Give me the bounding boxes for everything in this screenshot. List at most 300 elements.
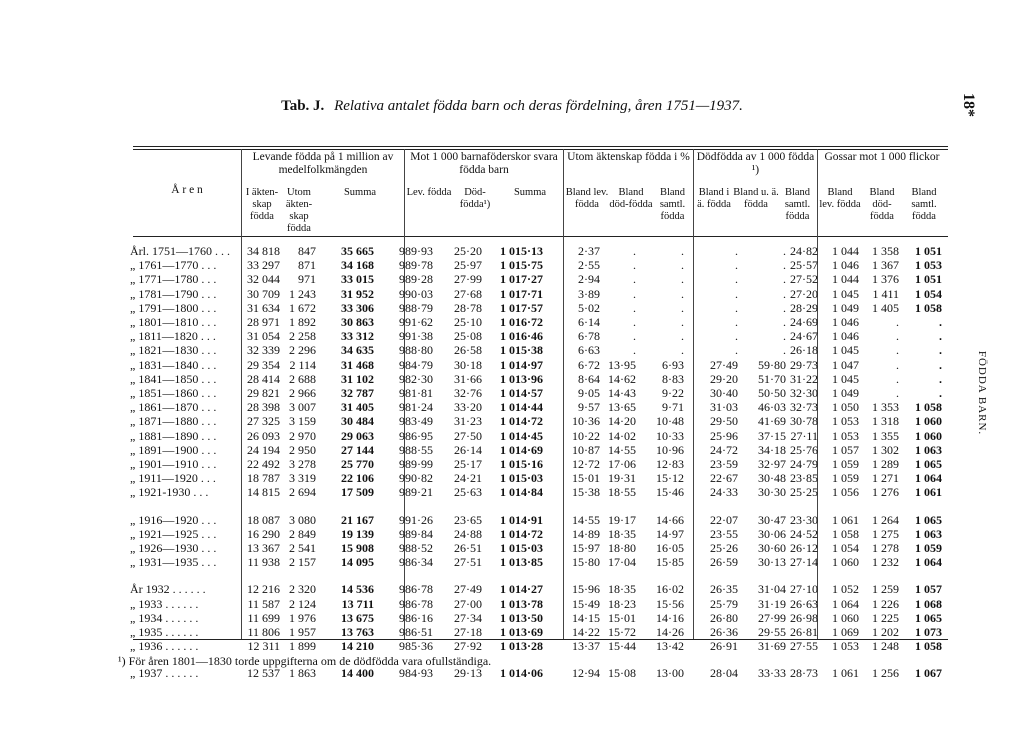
row-cell: 27·52 xyxy=(790,272,818,287)
row-cell: 12 216 xyxy=(247,582,280,597)
row-cell: 33 306 xyxy=(341,300,374,315)
row-cell: . xyxy=(735,343,738,358)
row-cell: . xyxy=(783,286,786,301)
row-cell: 986·78 xyxy=(399,582,433,597)
row-period: „ 1781—1790 . . . xyxy=(130,286,217,301)
row-cell: 9·57 xyxy=(578,400,600,415)
row-cell: 31·23 xyxy=(454,414,482,429)
row-cell: 5·02 xyxy=(578,300,600,315)
row-cell: 31 634 xyxy=(247,300,280,315)
row-cell: 31·66 xyxy=(454,371,482,386)
row-cell: 11 699 xyxy=(247,610,280,625)
row-cell: 10·96 xyxy=(656,442,684,457)
group-header-5: Gossar mot 1 000 flickor xyxy=(824,151,940,163)
footnote: ¹) För åren 1801—1830 torde uppgifterna om de dödfödda vara ofullständiga. xyxy=(118,654,492,668)
row-cell: 27·68 xyxy=(454,286,482,301)
row-cell: 985·36 xyxy=(399,639,433,654)
row-period: „ 1931—1935 . . . xyxy=(130,555,217,570)
row-cell: 1 060 xyxy=(915,414,942,429)
row-cell: . xyxy=(735,315,738,329)
subheader-g4-1: Bland i ä. födda xyxy=(697,187,731,210)
row-cell: 1 863 xyxy=(289,666,316,681)
row-cell: 46·03 xyxy=(758,400,786,415)
row-cell: 2 694 xyxy=(289,485,316,500)
row-cell: 14·55 xyxy=(608,442,636,457)
row-cell: 11 938 xyxy=(247,555,280,570)
row-cell: . xyxy=(633,272,636,287)
subheader-g4-3: Bland samtl. födda xyxy=(784,187,811,222)
row-cell: 1 073 xyxy=(915,625,942,639)
row-cell: 988·80 xyxy=(399,343,433,358)
row-cell: 25·97 xyxy=(454,258,482,273)
row-cell: 33 015 xyxy=(341,272,374,287)
row-cell: 28·29 xyxy=(790,300,818,315)
row-period: „ 1831—1840 . . . xyxy=(130,357,217,372)
subheader-g2-2: Död-födda¹) xyxy=(459,187,491,210)
row-cell: . xyxy=(681,343,684,358)
row-cell: . xyxy=(783,343,786,358)
table-rule-top xyxy=(133,146,948,147)
row-period: „ 1761—1770 . . . xyxy=(130,258,217,273)
row-cell: 3 159 xyxy=(289,414,316,429)
subheader-g4-2: Bland u. ä. födda xyxy=(733,187,779,210)
row-cell: 32 044 xyxy=(247,272,280,287)
row-cell: 1 013·28 xyxy=(499,639,543,654)
row-period: „ 1937 . . . . . . xyxy=(130,666,199,681)
row-cell: 1 232 xyxy=(872,555,899,570)
row-cell: 35 665 xyxy=(341,244,374,258)
row-cell: 31 054 xyxy=(247,329,280,344)
row-cell: . xyxy=(896,371,899,386)
row-cell: 13·95 xyxy=(608,357,636,372)
row-cell: 1 367 xyxy=(872,258,899,273)
row-cell: 3·89 xyxy=(578,286,600,301)
row-cell: 33·33 xyxy=(758,666,786,681)
row-cell: 1 014·91 xyxy=(499,512,543,527)
row-cell: 27·00 xyxy=(454,596,482,611)
row-cell: . xyxy=(939,343,942,358)
table-rule-header xyxy=(133,236,948,237)
row-cell: 1 376 xyxy=(872,272,899,287)
row-cell: 25·76 xyxy=(790,442,818,457)
row-cell: 26·18 xyxy=(790,343,818,358)
row-cell: 1 013·50 xyxy=(499,610,543,625)
row-cell: . xyxy=(633,258,636,273)
row-cell: . xyxy=(681,244,684,258)
row-cell: 1 067 xyxy=(915,666,942,681)
row-cell: 26 093 xyxy=(247,428,280,443)
row-cell: 1 058 xyxy=(915,400,942,415)
row-cell: . xyxy=(735,329,738,344)
row-cell: 1 264 xyxy=(872,512,899,527)
row-cell: 28·04 xyxy=(710,666,738,681)
row-cell: 1 063 xyxy=(915,442,942,457)
row-cell: 30·40 xyxy=(710,386,738,400)
row-cell: 30·13 xyxy=(758,555,786,570)
row-cell: 13 711 xyxy=(341,596,374,611)
row-cell: 15 908 xyxy=(341,541,374,555)
row-cell: 9·71 xyxy=(662,400,684,415)
row-cell: 27·55 xyxy=(790,639,818,654)
row-cell: 25·26 xyxy=(710,541,738,555)
row-cell: 990·82 xyxy=(399,471,433,486)
row-cell: 1 014·27 xyxy=(499,582,543,597)
row-cell: 1 318 xyxy=(872,414,899,429)
row-cell: 1 355 xyxy=(872,428,899,443)
row-period: År 1932 . . . . . . xyxy=(130,582,206,597)
row-cell: 1 014·06 xyxy=(499,666,543,681)
row-period: „ 1911—1920 . . . xyxy=(130,471,216,486)
row-cell: 1 049 xyxy=(832,386,859,400)
row-cell: 25·25 xyxy=(790,485,818,500)
row-cell: 29·73 xyxy=(790,357,818,372)
row-cell: 6·63 xyxy=(578,343,600,358)
row-cell: 14·22 xyxy=(572,625,600,639)
row-cell: 27·49 xyxy=(454,582,482,597)
row-cell: 1 058 xyxy=(915,639,942,654)
row-cell: 982·30 xyxy=(399,371,433,386)
row-cell: 1 056 xyxy=(832,485,859,500)
row-cell: 32·30 xyxy=(790,386,818,400)
row-cell: . xyxy=(939,371,942,386)
row-cell: 986·78 xyxy=(399,596,433,611)
row-cell: 1 060 xyxy=(832,555,859,570)
row-cell: 989·93 xyxy=(399,244,433,258)
row-cell: 988·52 xyxy=(399,541,433,555)
row-period: „ 1801—1810 . . . xyxy=(130,315,217,329)
row-cell: 1 065 xyxy=(915,512,942,527)
row-cell: 15·80 xyxy=(572,555,600,570)
row-cell: 14·43 xyxy=(608,386,636,400)
row-cell: . xyxy=(633,300,636,315)
row-cell: 10·87 xyxy=(572,442,600,457)
row-cell: 23·65 xyxy=(454,512,482,527)
row-cell: 989·84 xyxy=(399,526,433,541)
row-cell: 1 276 xyxy=(872,485,899,500)
row-cell: 1 044 xyxy=(832,272,859,287)
row-cell: 15·49 xyxy=(572,596,600,611)
row-cell: 1 226 xyxy=(872,596,899,611)
row-cell: 1 047 xyxy=(832,357,859,372)
row-cell: 28 971 xyxy=(247,315,280,329)
row-cell: . xyxy=(633,329,636,344)
row-cell: 2·37 xyxy=(578,244,600,258)
table-title xyxy=(0,98,1024,115)
row-cell: 1 015·13 xyxy=(499,244,543,258)
row-cell: 1 014·69 xyxy=(499,442,543,457)
row-cell: 1 046 xyxy=(832,329,859,344)
row-cell: . xyxy=(939,386,942,400)
row-cell: 1 016·46 xyxy=(499,329,543,344)
row-cell: 12·72 xyxy=(572,457,600,471)
row-cell: 2·55 xyxy=(578,258,600,273)
row-cell: 989·99 xyxy=(399,457,433,471)
row-cell: 1 013·78 xyxy=(499,596,543,611)
row-cell: 1 064 xyxy=(915,555,942,570)
row-cell: 988·79 xyxy=(399,300,433,315)
row-cell: 31 102 xyxy=(341,371,374,386)
row-cell: 1 016·72 xyxy=(499,315,543,329)
row-cell: 23·85 xyxy=(790,471,818,486)
row-cell: 18·23 xyxy=(608,596,636,611)
row-cell: 31·69 xyxy=(758,639,786,654)
row-cell: 1 017·71 xyxy=(499,286,543,301)
row-cell: 29 354 xyxy=(247,357,280,372)
row-cell: 8·83 xyxy=(662,371,684,386)
row-cell: 14·55 xyxy=(572,512,600,527)
subheader-g5-1: Bland lev. födda xyxy=(819,187,861,210)
row-cell: 1 015·38 xyxy=(499,343,543,358)
row-cell: 1 061 xyxy=(915,485,942,500)
row-cell: 31·04 xyxy=(758,582,786,597)
row-cell: 31·22 xyxy=(790,371,818,386)
row-cell: . xyxy=(681,272,684,287)
col-divider xyxy=(241,149,242,639)
row-cell: 18·35 xyxy=(608,526,636,541)
row-cell: 1 899 xyxy=(289,639,316,654)
group-header-2: Mot 1 000 barnaföderskor svara födda barn xyxy=(410,151,558,176)
row-cell: 14 095 xyxy=(341,555,374,570)
row-cell: 1 060 xyxy=(832,610,859,625)
row-cell: . xyxy=(681,258,684,273)
row-cell: 29·50 xyxy=(710,414,738,429)
row-cell: 1 064 xyxy=(832,596,859,611)
row-cell: 14·02 xyxy=(608,428,636,443)
subheader-g1-2: Utom äkten-skap födda xyxy=(285,187,313,234)
row-cell: 24·52 xyxy=(790,526,818,541)
subheader-g1-1: I äkten-skap födda xyxy=(245,187,279,222)
row-cell: 27·11 xyxy=(790,428,818,443)
row-cell: 1 046 xyxy=(832,258,859,273)
row-cell: 30 863 xyxy=(341,315,374,329)
row-cell: 1 014·44 xyxy=(499,400,543,415)
row-cell: 1 065 xyxy=(915,457,942,471)
row-period: „ 1936 . . . . . . xyxy=(130,639,199,654)
row-cell: 19 139 xyxy=(341,526,374,541)
row-cell: 2 114 xyxy=(289,357,316,372)
row-cell: 28·73 xyxy=(790,666,818,681)
row-period: „ 1891—1900 . . . xyxy=(130,442,217,457)
row-cell: 28 414 xyxy=(247,371,280,386)
row-cell: 23·59 xyxy=(710,457,738,471)
row-cell: 13 763 xyxy=(341,625,374,639)
row-cell: 25·10 xyxy=(454,315,482,329)
row-cell: 15·12 xyxy=(656,471,684,486)
row-cell: 34·18 xyxy=(758,442,786,457)
row-cell: 1 057 xyxy=(915,582,942,597)
row-cell: 16·05 xyxy=(656,541,684,555)
row-cell: 1 278 xyxy=(872,541,899,555)
row-cell: 24·67 xyxy=(790,329,818,344)
row-cell: 1 976 xyxy=(289,610,316,625)
row-cell: 25·17 xyxy=(454,457,482,471)
row-cell: 29·55 xyxy=(758,625,786,639)
row-cell: 12 311 xyxy=(247,639,280,654)
row-cell: 22·67 xyxy=(710,471,738,486)
row-cell: 10·48 xyxy=(656,414,684,429)
row-cell: 25·96 xyxy=(710,428,738,443)
row-cell: 986·34 xyxy=(399,555,433,570)
title-text: Relativa antalet födda barn och deras fördelning, åren 1751—1937. xyxy=(334,98,743,114)
row-cell: 32·76 xyxy=(454,386,482,400)
row-cell: 26·98 xyxy=(790,610,818,625)
row-cell: 2 966 xyxy=(289,386,316,400)
row-cell: . xyxy=(681,286,684,301)
row-cell: 991·38 xyxy=(399,329,433,344)
row-cell: 25·20 xyxy=(454,244,482,258)
row-cell: 24 194 xyxy=(247,442,280,457)
row-cell: 989·21 xyxy=(399,485,433,500)
row-period: „ 1881—1890 . . . xyxy=(130,428,217,443)
row-cell: 10·33 xyxy=(656,428,684,443)
row-cell: 26·36 xyxy=(710,625,738,639)
row-cell: . xyxy=(783,315,786,329)
row-cell: 1 060 xyxy=(915,428,942,443)
row-cell: 25·08 xyxy=(454,329,482,344)
row-cell: 27 144 xyxy=(341,442,374,457)
row-cell: 989·78 xyxy=(399,258,433,273)
row-cell: 13 367 xyxy=(247,541,280,555)
row-cell: 1 063 xyxy=(915,526,942,541)
subheader-g3-3: Bland samtl. födda xyxy=(659,187,686,222)
row-cell: 1 225 xyxy=(872,610,899,625)
row-cell: 13 675 xyxy=(341,610,374,625)
row-cell: 33 312 xyxy=(341,329,374,344)
row-cell: 24·33 xyxy=(710,485,738,500)
row-cell: 26·51 xyxy=(454,541,482,555)
row-cell: 1 302 xyxy=(872,442,899,457)
row-cell: 33·20 xyxy=(454,400,482,415)
row-cell: 29·20 xyxy=(710,371,738,386)
row-cell: 1 044 xyxy=(832,244,859,258)
row-cell: 1 053 xyxy=(832,414,859,429)
row-cell: 32·73 xyxy=(790,400,818,415)
row-cell: . xyxy=(783,329,786,344)
row-cell: 2 124 xyxy=(289,596,316,611)
row-cell: 1 058 xyxy=(832,526,859,541)
row-cell: 14 400 xyxy=(341,666,374,681)
row-cell: 25·63 xyxy=(454,485,482,500)
row-cell: 17·06 xyxy=(608,457,636,471)
row-cell: 30·48 xyxy=(758,471,786,486)
row-cell: 18 787 xyxy=(247,471,280,486)
row-cell: 8·64 xyxy=(578,371,600,386)
row-cell: 1 045 xyxy=(832,286,859,301)
row-period: „ 1921-1930 . . . xyxy=(130,485,209,500)
row-cell: 14·89 xyxy=(572,526,600,541)
row-cell: . xyxy=(939,357,942,372)
row-cell: 989·28 xyxy=(399,272,433,287)
row-period: „ 1811—1820 . . . xyxy=(130,329,216,344)
row-cell: 22 492 xyxy=(247,457,280,471)
row-cell: 1 059 xyxy=(832,471,859,486)
row-cell: 1 057 xyxy=(832,442,859,457)
row-cell: 1 015·03 xyxy=(499,471,543,486)
row-cell: 37·15 xyxy=(758,428,786,443)
row-cell: 2 950 xyxy=(289,442,316,457)
row-cell: 1 065 xyxy=(915,610,942,625)
row-cell: 25·79 xyxy=(710,596,738,611)
row-period: „ 1871—1880 . . . xyxy=(130,414,217,429)
row-cell: 26·12 xyxy=(790,541,818,555)
row-cell: 16·02 xyxy=(656,582,684,597)
row-cell: 24·88 xyxy=(454,526,482,541)
row-cell: 1 957 xyxy=(289,625,316,639)
row-cell: 30·47 xyxy=(758,512,786,527)
row-cell: 1 014·97 xyxy=(499,357,543,372)
row-cell: 1 045 xyxy=(832,371,859,386)
row-cell: 26·80 xyxy=(710,610,738,625)
row-cell: 24·69 xyxy=(790,315,818,329)
row-cell: 24·82 xyxy=(790,244,818,258)
row-cell: 30·30 xyxy=(758,485,786,500)
row-cell: 19·31 xyxy=(608,471,636,486)
row-cell: 13·00 xyxy=(656,666,684,681)
row-cell: . xyxy=(896,315,899,329)
subheader-g2-1: Lev. födda xyxy=(406,187,452,198)
row-cell: . xyxy=(633,286,636,301)
row-cell: 1 015·03 xyxy=(499,541,543,555)
row-cell: 32 787 xyxy=(341,386,374,400)
row-cell: 14 210 xyxy=(341,639,374,654)
row-cell: . xyxy=(783,272,786,287)
row-cell: 1 052 xyxy=(832,582,859,597)
row-cell: 991·26 xyxy=(399,512,433,527)
row-cell: 1 051 xyxy=(915,272,942,287)
row-cell: 16 290 xyxy=(247,526,280,541)
row-cell: 22 106 xyxy=(341,471,374,486)
row-cell: . xyxy=(735,300,738,315)
row-cell: 1 353 xyxy=(872,400,899,415)
row-cell: 1 045 xyxy=(832,343,859,358)
row-cell: 30·06 xyxy=(758,526,786,541)
row-period: „ 1791—1800 . . . xyxy=(130,300,217,315)
row-cell: 9·05 xyxy=(578,386,600,400)
row-cell: 28·78 xyxy=(454,300,482,315)
row-cell: 1 049 xyxy=(832,300,859,315)
row-cell: 990·03 xyxy=(399,286,433,301)
row-cell: 18·35 xyxy=(608,582,636,597)
row-period: „ 1861—1870 . . . xyxy=(130,400,217,415)
row-cell: 1 672 xyxy=(289,300,316,315)
row-cell: 27·50 xyxy=(454,428,482,443)
row-cell: . xyxy=(681,300,684,315)
group-header-1: Levande födda på 1 million av medelfolkmängden xyxy=(252,151,394,176)
row-cell: 1 411 xyxy=(872,286,899,301)
row-cell: 31·19 xyxy=(758,596,786,611)
row-cell: 27·10 xyxy=(790,582,818,597)
row-cell: 1 058 xyxy=(915,300,942,315)
row-period: „ 1841—1850 . . . xyxy=(130,371,217,386)
row-cell: 3 278 xyxy=(289,457,316,471)
header-aren: Å r e n xyxy=(171,184,203,196)
row-cell: 12·94 xyxy=(572,666,600,681)
row-cell: . xyxy=(896,357,899,372)
row-cell: 3 080 xyxy=(289,512,316,527)
row-cell: 32·97 xyxy=(758,457,786,471)
row-cell: 14 536 xyxy=(341,582,374,597)
row-cell: 6·78 xyxy=(578,329,600,344)
row-period: „ 1933 . . . . . . xyxy=(130,596,199,611)
row-cell: 27·99 xyxy=(758,610,786,625)
side-note: FÖDDA BARN. xyxy=(976,350,988,436)
row-cell: 10·36 xyxy=(572,414,600,429)
row-cell: 27·34 xyxy=(454,610,482,625)
row-cell: 31·03 xyxy=(710,400,738,415)
row-cell: 14·16 xyxy=(656,610,684,625)
row-cell: 10·22 xyxy=(572,428,600,443)
row-cell: 28 398 xyxy=(247,400,280,415)
